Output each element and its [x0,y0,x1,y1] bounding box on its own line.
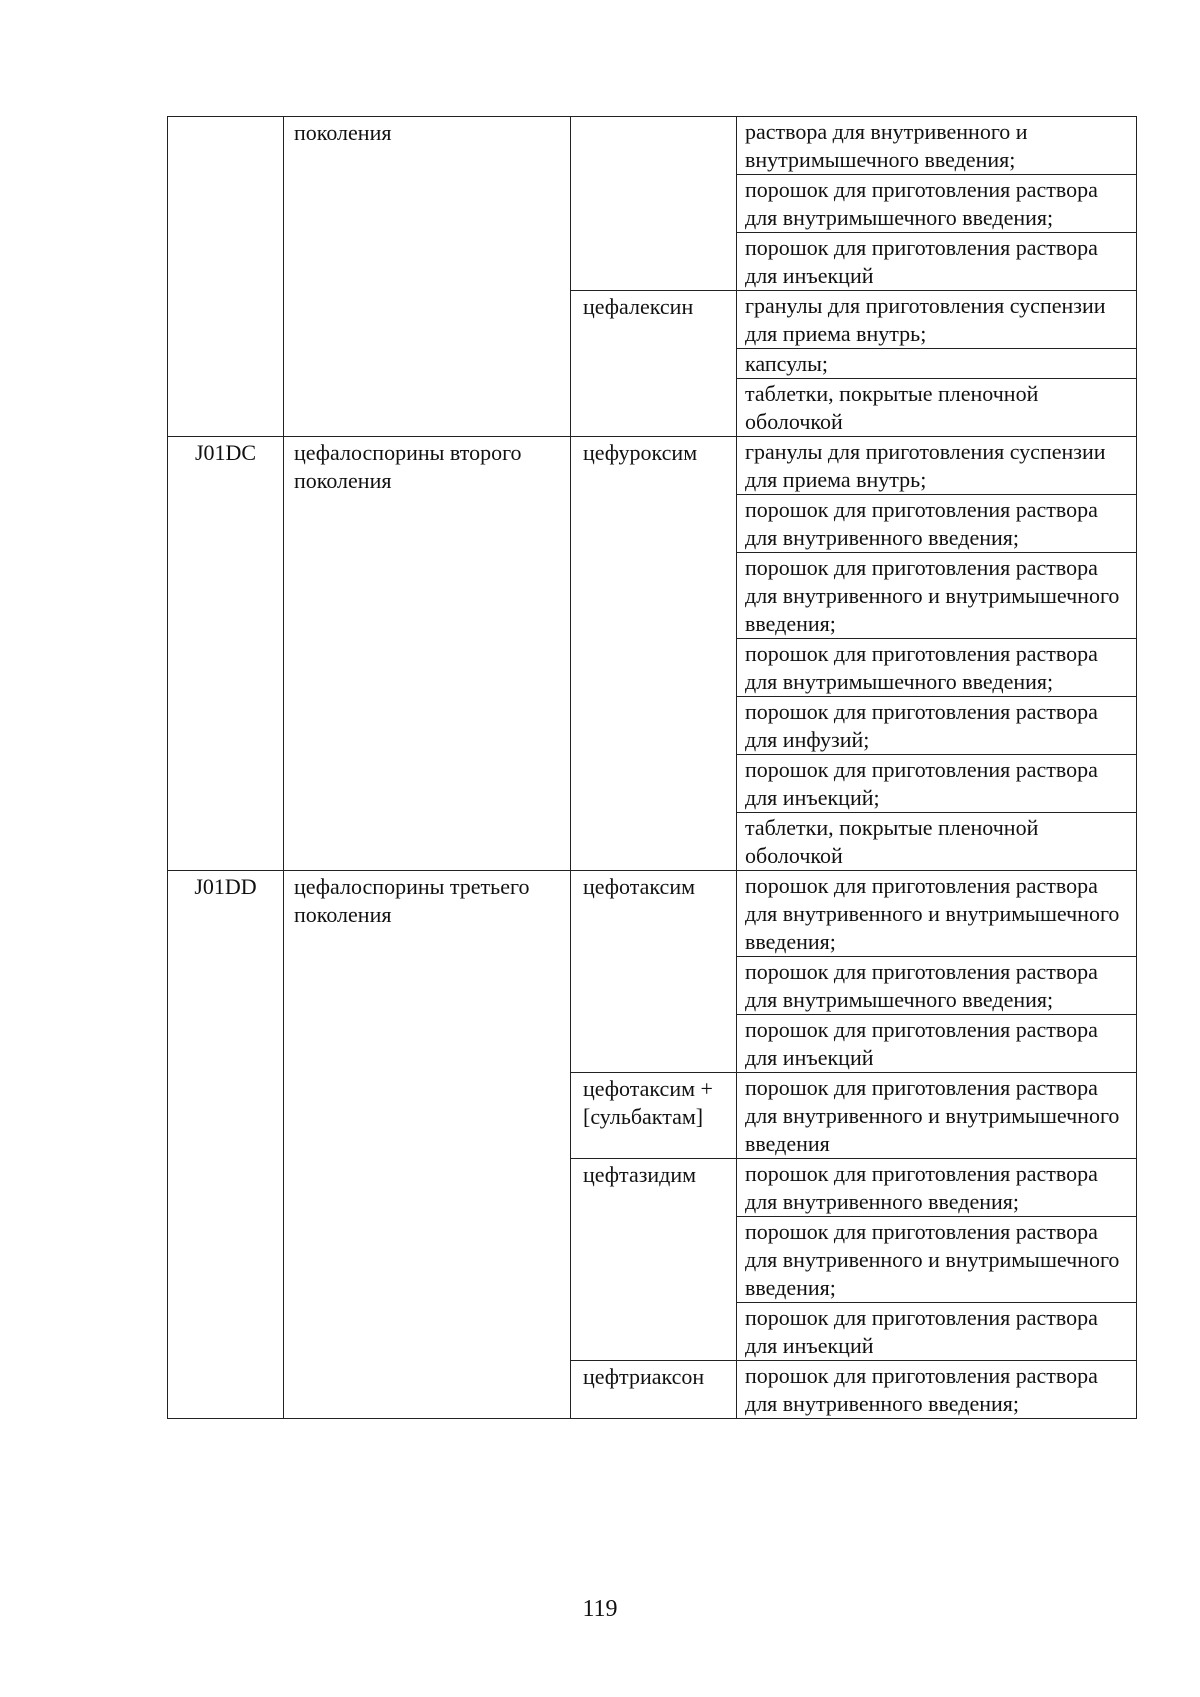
drug-table [167,116,1137,1419]
drug-group-cell [284,117,571,437]
dosage-forms-cell [737,1361,1137,1419]
drug-name: цефотаксим + [сульбактам] [583,1076,713,1129]
drug-name-cell [571,437,737,871]
dosage-forms-cell [737,117,1137,291]
dosage-form: порошок для приготовления раствора для внутримышечного введения; [737,174,1136,232]
table-row [168,871,1137,1073]
dosage-form: гранулы для приготовления суспензии для приема внутрь; [745,293,1106,346]
dosage-form: порошок для приготовления раствора для внутривенного введения; [737,494,1136,552]
dosage-form: таблетки, покрытые пленочной оболочкой [737,812,1136,870]
table-row [168,437,1137,871]
drug-group-name: поколения [294,120,392,145]
dosage-form: порошок для приготовления раствора для инъекций [737,1014,1136,1072]
drug-name: цефотаксим [583,874,696,899]
dosage-forms-cell [737,871,1137,1073]
atc-code-cell [168,117,284,437]
dosage-form: порошок для приготовления раствора для внутривенного введения; [745,1363,1098,1416]
drug-name-cell [571,1159,737,1361]
dosage-form: порошок для приготовления раствора для инъекций; [737,754,1136,812]
atc-code: J01DD [194,874,257,899]
drug-name: цефтриаксон [583,1364,705,1389]
drug-name: цефалексин [583,294,694,319]
dosage-form: порошок для приготовления раствора для инфузий; [737,696,1136,754]
dosage-forms-cell [737,1159,1137,1361]
drug-group-name: цефалоспорины второго поколения [294,440,522,493]
dosage-form: порошок для приготовления раствора для внутримышечного введения; [737,956,1136,1014]
atc-code [168,117,283,119]
dosage-form: таблетки, покрытые пленочной оболочкой [737,378,1136,436]
drug-group-cell [284,871,571,1419]
drug-name [571,117,736,119]
dosage-form: капсулы; [737,348,1136,378]
atc-code-cell [168,437,284,871]
dosage-form: порошок для приготовления раствора для внутривенного и внутримышечного введения; [745,873,1120,954]
drug-name-cell [571,871,737,1073]
dosage-forms-cell [737,437,1137,871]
dosage-form: порошок для приготовления раствора для внутривенного и внутримышечного введения [745,1075,1120,1156]
drug-name-cell [571,1361,737,1419]
dosage-form: порошок для приготовления раствора для инъекций [737,1302,1136,1360]
drug-table-body [168,117,1137,1419]
drug-group-cell [284,437,571,871]
drug-name: цефуроксим [583,440,698,465]
dosage-forms-cell [737,1073,1137,1159]
dosage-form: порошок для приготовления раствора для внутривенного введения; [745,1161,1098,1214]
drug-name: цефтазидим [583,1162,697,1187]
drug-name-cell [571,1073,737,1159]
drug-name-cell [571,291,737,437]
dosage-form: порошок для приготовления раствора для внутривенного и внутримышечного введения; [737,1216,1136,1302]
dosage-form: порошок для приготовления раствора для инъекций [737,232,1136,290]
drug-name-cell [571,117,737,291]
dosage-form: порошок для приготовления раствора для внутримышечного введения; [737,638,1136,696]
atc-code: J01DC [194,440,257,465]
dosage-form: порошок для приготовления раствора для внутривенного и внутримышечного введения; [737,552,1136,638]
table-row [168,117,1137,291]
dosage-forms-cell [737,291,1137,437]
dosage-form: раствора для внутривенного и внутримышечного введения; [745,119,1028,172]
page-number: 119 [582,1596,618,1622]
drug-group-name: цефалоспорины третьего поколения [294,874,530,927]
dosage-form: гранулы для приготовления суспензии для приема внутрь; [745,439,1106,492]
atc-code-cell [168,871,284,1419]
